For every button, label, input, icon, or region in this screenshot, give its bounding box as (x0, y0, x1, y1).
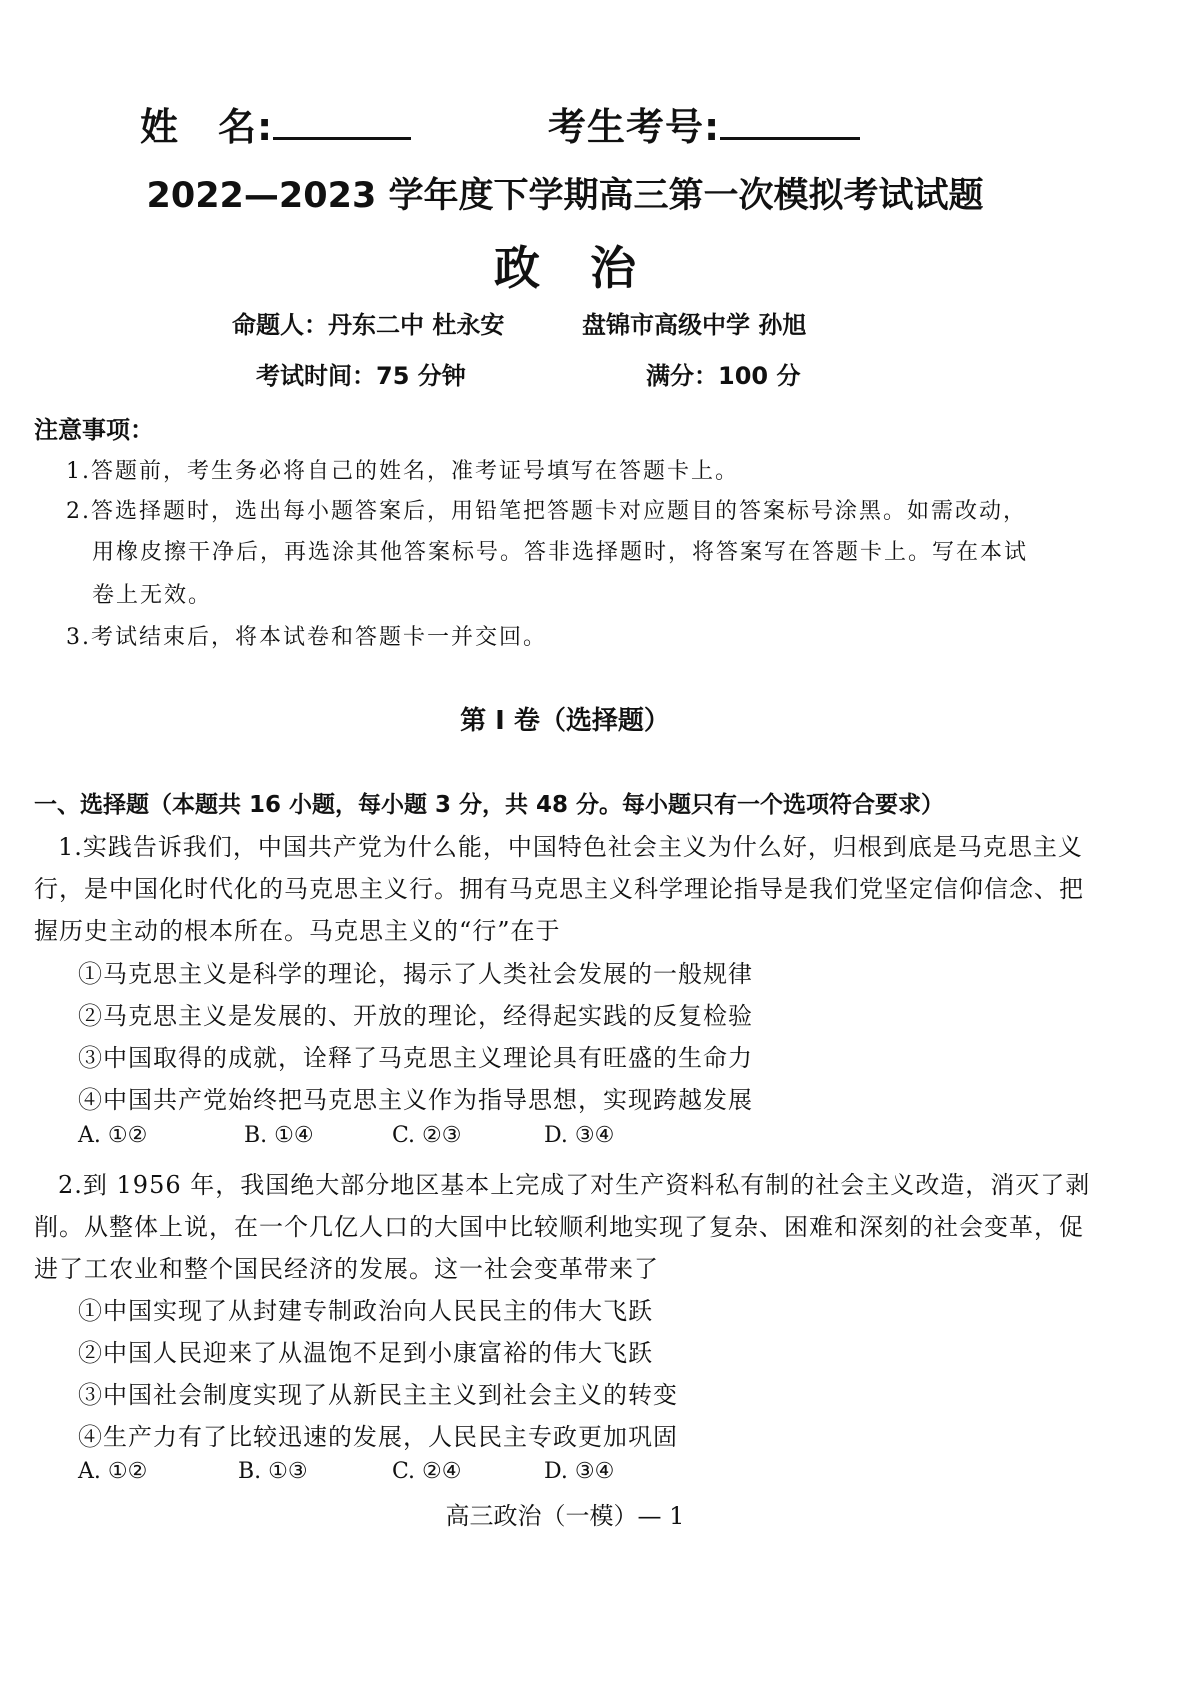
statement-option: ②中国人民迎来了从温饱不足到小康富裕的伟大飞跃 (78, 1339, 653, 1367)
choice-a: A. ①② (78, 1123, 148, 1148)
full-score: 满分：100 分 (646, 362, 801, 390)
choice-c: C. ②③ (392, 1123, 462, 1148)
choice-a: A. ①② (78, 1459, 148, 1484)
choice-d: D. ③④ (544, 1123, 615, 1148)
question-text-line: 1.实践告诉我们，中国共产党为什么能，中国特色社会主义为什么好，归根到底是马克思主义 (58, 833, 1083, 861)
exam-number-field (548, 96, 860, 151)
part-heading: 一、选择题（本题共 16 小题，每小题 3 分，共 48 分。每小题只有一个选项符合要求） (34, 792, 945, 818)
name-blank (273, 107, 411, 140)
author-2: 盘锦市高级中学 孙旭 (582, 311, 807, 339)
name-label: 姓 名: (140, 105, 274, 149)
note-line: 3.考试结束后，将本试卷和答题卡一并交回。 (66, 625, 547, 650)
exam-time: 考试时间：75 分钟 (256, 362, 466, 390)
statement-option: ④生产力有了比较迅速的发展，人民民主专政更加巩固 (78, 1423, 678, 1451)
answer-choices (0, 1459, 1130, 1489)
page-footer: 高三政治（一模）— 1 (445, 1502, 685, 1530)
statement-option: ③中国社会制度实现了从新民主主义到社会主义的转变 (78, 1381, 678, 1409)
note-line: 卷上无效。 (92, 583, 213, 608)
answer-choices (0, 1123, 1130, 1153)
question-text-line: 行，是中国化时代化的马克思主义行。拥有马克思主义科学理论指导是我们党坚定信仰信念、把 (34, 875, 1084, 903)
subject-title: 政治 (494, 241, 686, 295)
choice-d: D. ③④ (544, 1459, 615, 1484)
statement-option: ①马克思主义是科学的理论，揭示了人类社会发展的一般规律 (78, 960, 753, 988)
note-line: 2.答选择题时，选出每小题答案后，用铅笔把答题卡对应题目的答案标号涂黑。如需改动， (66, 499, 1027, 524)
statement-option: ①中国实现了从封建专制政治向人民民主的伟大飞跃 (78, 1297, 653, 1325)
statement-option: ③中国取得的成就，诠释了马克思主义理论具有旺盛的生命力 (78, 1044, 753, 1072)
question-text-line: 2.到 1956 年，我国绝大部分地区基本上完成了对生产资料私有制的社会主义改造，消灭了剥 (58, 1171, 1091, 1199)
choice-b: B. ①④ (244, 1123, 314, 1148)
note-line: 1.答题前，考生务必将自己的姓名，准考证号填写在答题卡上。 (66, 459, 739, 484)
note-line: 用橡皮擦干净后，再选涂其他答案标号。答非选择题时，将答案写在答题卡上。写在本试 (92, 540, 1029, 565)
section-title: 第 I 卷（选择题） (460, 706, 670, 736)
choice-b: B. ①③ (238, 1459, 308, 1484)
exam-title: 2022—2023 学年度下学期高三第一次模拟考试试题 (146, 176, 984, 216)
choice-c: C. ②④ (392, 1459, 462, 1484)
notes-heading: 注意事项： (34, 416, 154, 444)
name-field (140, 96, 411, 151)
statement-option: ④中国共产党始终把马克思主义作为指导思想，实现跨越发展 (78, 1086, 753, 1114)
statement-option: ②马克思主义是发展的、开放的理论，经得起实践的反复检验 (78, 1002, 753, 1030)
question-text-line: 削。从整体上说，在一个几亿人口的大国中比较顺利地实现了复杂、困难和深刻的社会变革，促 (34, 1213, 1084, 1241)
question-text-line: 握历史主动的根本所在。马克思主义的“行”在于 (34, 917, 561, 945)
exam-number-label: 考生考号: (548, 105, 721, 149)
question-text-line: 进了工农业和整个国民经济的发展。这一社会变革带来了 (34, 1255, 659, 1283)
exam-number-blank (720, 107, 860, 140)
author-1: 命题人：丹东二中 杜永安 (232, 311, 505, 339)
